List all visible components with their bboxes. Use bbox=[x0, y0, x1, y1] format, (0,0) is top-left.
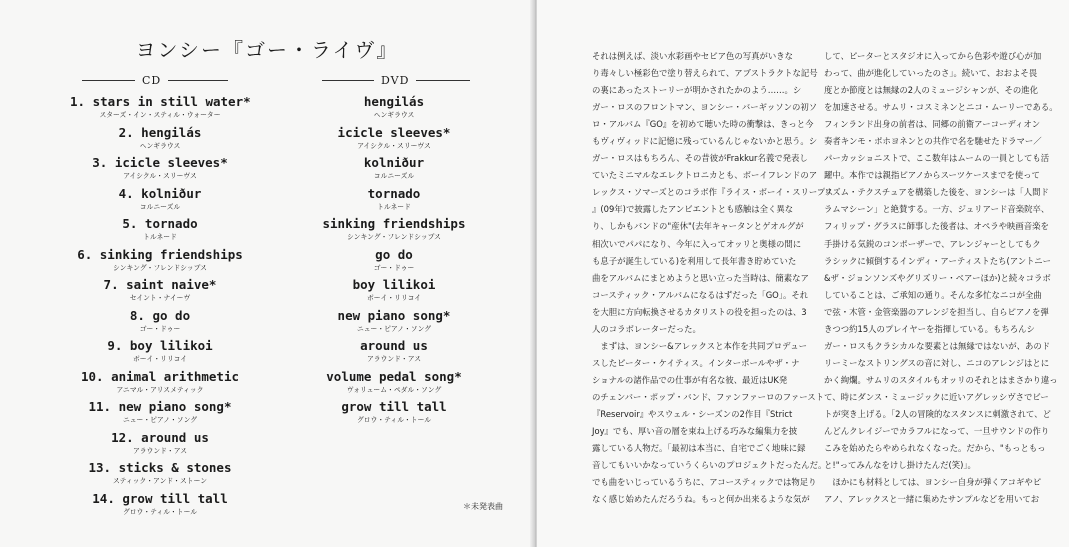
text-line: ラムマシーン」と絶賛する。一方、ジュリアード音楽院卒、 bbox=[824, 204, 1050, 215]
track-kana: アラウンド・アス bbox=[366, 355, 422, 363]
text-line: を大胆に方向転換させるカタリストの役を担ったのは、3 bbox=[592, 306, 807, 317]
text-line: ショナルの諸作品での仕事が有名な彼、最近はUK発 bbox=[592, 374, 788, 385]
track-kana: コルニーズル bbox=[139, 202, 181, 211]
track-title: 2. hengilás bbox=[118, 124, 202, 140]
dvd-tracklist bbox=[304, 94, 484, 430]
cd-track bbox=[70, 277, 250, 308]
text-line: それは例えば、淡い水彩画やセピア色の写真がいきな bbox=[592, 51, 793, 61]
unreleased-note: ＊未発表曲 bbox=[463, 502, 503, 511]
track-kana: スターズ・イン・スティル・ウォーター bbox=[99, 111, 221, 119]
dvd-track bbox=[304, 125, 484, 156]
text-line: もヴィヴィッドに記憶に残っているんじゃないかと思う。シ bbox=[592, 136, 818, 147]
track-kana: トルネード bbox=[143, 233, 177, 241]
track-title: 5. tornado bbox=[122, 216, 198, 231]
text-line: レックス・ソマーズとのコラボ作『ライス・ボーイ・スリープス bbox=[592, 187, 834, 198]
track-kana: ゴー・ドゥー bbox=[373, 263, 415, 272]
track-title: sinking friendships bbox=[322, 216, 466, 231]
cd-track bbox=[70, 369, 250, 400]
dvd-track bbox=[304, 94, 484, 125]
text-line: Joy』でも、厚い音の層を束ね上げる巧みな編集力を披 bbox=[592, 426, 798, 437]
text-line: 人のコラボレーターだった。 bbox=[592, 323, 701, 334]
cd-track bbox=[70, 125, 250, 156]
text-line: スしたピーター・ケイティス。インターポールやザ・ナ bbox=[592, 357, 800, 368]
track-title: 7. saint naive* bbox=[103, 277, 217, 292]
text-line: ロ・アルバム『GO』を初めて聴いた時の衝撃は、きっと今 bbox=[592, 119, 814, 130]
track-kana: ゴー・ドゥー bbox=[139, 324, 181, 333]
dvd-label: DVD bbox=[381, 74, 410, 87]
cd-track bbox=[70, 460, 250, 491]
cd-rule-left bbox=[82, 80, 135, 81]
track-title: hengilás bbox=[363, 94, 425, 109]
dvd-track bbox=[304, 308, 484, 339]
text-line: ガー・ロスのフロントマン、ヨンシー・バーギッソンの初ソ bbox=[592, 102, 818, 113]
text-line: 手掛ける気鋭のコンポーザーで、アレンジャーとしてもク bbox=[824, 238, 1041, 249]
track-title: 9. boy lilikoi bbox=[107, 338, 213, 353]
text-line: コースティック・アルバムになるはずだった「GO」。それ bbox=[592, 289, 809, 300]
dvd-track bbox=[304, 399, 484, 430]
cd-track bbox=[70, 491, 250, 522]
track-title: 6. sinking friendships bbox=[77, 246, 243, 262]
track-title: boy lilikoi bbox=[352, 277, 436, 292]
text-line: リズム・テクスチュアを構築した後を、ヨンシーは「人間ド bbox=[824, 187, 1049, 198]
cd-track bbox=[70, 94, 250, 125]
dvd-track bbox=[304, 277, 484, 308]
cd-track bbox=[70, 399, 250, 430]
text-line: ガー・ロスもクラシカルな要素とは無縁ではないが、あのド bbox=[824, 340, 1051, 351]
cd-track bbox=[70, 338, 250, 369]
text-line: て、時にダンス・ミュージックに近いアグレッシヴさでビー bbox=[824, 391, 1049, 402]
track-title: 1. stars in still water* bbox=[70, 94, 251, 109]
track-title: icicle sleeves* bbox=[337, 124, 451, 140]
track-kana: アラウンド・アス bbox=[132, 446, 188, 455]
text-line: まずは、ヨンシー&アレックスと本作を共同プロデュー bbox=[592, 340, 807, 351]
text-line: を加速させる。サムリ・コスミネンとニコ・ムーリーである。 bbox=[824, 102, 1058, 113]
cd-track bbox=[70, 186, 250, 217]
cd-label: CD bbox=[142, 74, 162, 87]
track-kana: ニュー・ピアノ・ソング bbox=[356, 324, 432, 333]
track-kana: ボーイ・リリコイ bbox=[366, 294, 422, 302]
dvd-rule-right bbox=[416, 80, 470, 81]
text-line: かく絢爛。サムリのスタイルもオッリのそれとはまさかり違っ bbox=[824, 374, 1058, 385]
dvd-track bbox=[304, 338, 484, 369]
dvd-header bbox=[322, 74, 472, 87]
cd-track bbox=[70, 216, 250, 247]
dvd-track bbox=[304, 186, 484, 217]
track-kana: ヘンギラウス bbox=[373, 111, 415, 119]
track-kana: アイシクル・スリーヴス bbox=[357, 141, 431, 150]
text-line: ほかにも材料としては、ヨンシー自身が弾くアコギやピ bbox=[824, 477, 1042, 488]
dvd-track bbox=[304, 247, 484, 278]
track-kana: シンキング・フレンドシップス bbox=[113, 263, 207, 272]
text-line: 相次いでパパになり、今年に入ってオッリと奥様の間に bbox=[592, 238, 802, 249]
cd-track bbox=[70, 247, 250, 278]
track-kana: シンキング・フレンドシップス bbox=[347, 233, 441, 241]
track-kana: ニュー・ピアノ・ソング bbox=[122, 416, 198, 424]
text-line: きつつ約15人のプレイヤーを指揮している。もちろんシ bbox=[824, 323, 1035, 334]
track-title: 8. go do bbox=[129, 307, 191, 323]
track-title: volume pedal song* bbox=[326, 368, 462, 384]
text-line: ラシックに傾倒するインディ・アーティストたち(アントニー bbox=[824, 255, 1051, 266]
track-title: 10. animal arithmetic bbox=[80, 368, 240, 384]
text-line: わって、曲が進化していったのさ」。続いて、おおよそ畏 bbox=[824, 68, 1038, 79]
text-line: 』(09年)で披露したアンビエントとも感触は全く異な bbox=[592, 204, 794, 215]
track-title: 14. grow till tall bbox=[92, 490, 228, 506]
text-line: アノ、アレックスと一緒に集めたサンプルなどを用いてお bbox=[824, 494, 1040, 505]
track-title: grow till tall bbox=[341, 399, 447, 414]
text-line: リーミーなストリングスの音に対し、ニコのアレンジはとに bbox=[824, 357, 1050, 368]
track-kana: ヘンギラウス bbox=[139, 141, 181, 150]
cd-track bbox=[70, 155, 250, 186]
text-line: 度とか節度とは無縁の2人のミュージシャンが、その進化 bbox=[824, 85, 1038, 96]
track-title: 12. around us bbox=[111, 429, 209, 445]
text-line: 『Reservoir』やスウェル・シーズンの2作目『Strict bbox=[592, 408, 793, 419]
track-title: new piano song* bbox=[337, 307, 451, 323]
text-line: の裏にあったストーリーが明かされたかのよう……。シ bbox=[592, 85, 802, 96]
cd-track bbox=[70, 308, 250, 339]
track-title: around us bbox=[360, 338, 428, 353]
track-kana: ヴォリューム・ペダル・ソング bbox=[346, 385, 442, 394]
dvd-track bbox=[304, 155, 484, 186]
track-title: 3. icicle sleeves* bbox=[92, 155, 228, 170]
text-line: 奏者キンモ・ポホヨネンとの共作で名を馳せたドラマー／ bbox=[824, 136, 1042, 147]
text-line: &ザ・ジョンソンズやグリズリー・ベアーほか)と続々コラボ bbox=[824, 272, 1051, 283]
text-line: トが突き上げる。「2人の冒険的なスタンスに刺激されて、ど bbox=[824, 408, 1051, 419]
text-line: ていたミニマルなエレクトロニカとも、ボーイフレンドのア bbox=[592, 170, 818, 181]
track-kana: グロウ・ティル・トール bbox=[356, 416, 432, 424]
track-title: tornado bbox=[367, 185, 421, 201]
text-line: 音してもいいかなっていうくらいのプロジェクトだったんだ。 bbox=[592, 460, 827, 471]
dvd-track bbox=[304, 216, 484, 247]
liner-notes-column-1 bbox=[592, 48, 833, 508]
track-kana: コルニーズル bbox=[373, 172, 415, 180]
text-line: 曲をアルバムにまとめようと思い立った当時は、簡素なア bbox=[592, 272, 809, 283]
text-line: ガー・ロスはもちろん、その昔彼がFrakkur名義で発表し bbox=[592, 153, 808, 164]
text-line: なく感じ始めたんだろうね。もっと何か出来るような気が bbox=[592, 494, 810, 505]
text-line: でも曲をいじっているうちに、アコースティックでは物足り bbox=[592, 477, 817, 488]
text-line: こみを始めたらやめられなくなった。だから、"もっともっ bbox=[824, 443, 1046, 454]
track-kana: ボーイ・リリコイ bbox=[132, 355, 188, 363]
text-line: して、ピーターとスタジオに入ってから色彩や遊び心が加 bbox=[824, 51, 1042, 61]
text-line: のチェンバー・ポップ・バンド、ファンファーロのファースト bbox=[592, 391, 824, 402]
cd-tracklist bbox=[70, 94, 250, 521]
track-title: go do bbox=[375, 246, 413, 262]
text-line: り毒々しい極彩色で塗り替えられて、アブストラクトな記号 bbox=[592, 68, 818, 79]
album-title: ヨンシー『ゴー・ライヴ』 bbox=[135, 38, 399, 62]
tracklist-page bbox=[0, 0, 534, 547]
text-line: 躍中。本作では親指ピアノからスーツケースまでを使って bbox=[824, 170, 1040, 181]
track-kana: セイント・ナイーヴ bbox=[129, 294, 191, 302]
cd-header bbox=[82, 74, 232, 87]
track-kana: グロウ・ティル・トール bbox=[122, 507, 198, 516]
track-kana: トルネード bbox=[377, 202, 411, 211]
dvd-track bbox=[304, 369, 484, 400]
track-title: 4. kolniður bbox=[118, 185, 202, 201]
track-kana: スティック・アンド・ストーン bbox=[112, 477, 208, 485]
dvd-rule-left bbox=[322, 80, 374, 81]
text-line: り、しかもバンドの"産休"(去年キャータンとゲオルグが bbox=[592, 221, 804, 232]
cd-rule-right bbox=[168, 80, 228, 81]
track-kana: アイシクル・スリーヴス bbox=[123, 172, 197, 180]
text-line: で弦・木管・金管楽器のアレンジを担当し、自らピアノを弾 bbox=[824, 306, 1049, 317]
cd-track bbox=[70, 430, 250, 461]
text-line: していることは、ご承知の通り。そんな多忙なニコが全曲 bbox=[824, 289, 1042, 300]
text-line: んどんクレイジーでカラフルになって、一旦サウンドの作り bbox=[824, 426, 1050, 437]
text-line: パーカッショニストで、ここ数年はムームの一員としても活 bbox=[824, 153, 1050, 164]
track-title: 11. new piano song* bbox=[88, 399, 232, 414]
text-line: も息子が誕生している)を利用して長年書き貯めていた bbox=[592, 255, 797, 266]
track-title: kolniður bbox=[363, 155, 425, 170]
text-line: と!"ってみんなをけし掛けたんだ(笑)」。 bbox=[824, 460, 976, 471]
text-line: フィンランド出身の前者は、同郷の前衛アーコーディオン bbox=[824, 119, 1041, 130]
track-kana: アニマル・アリスメティック bbox=[116, 385, 204, 394]
liner-notes-column-2 bbox=[824, 48, 1058, 508]
track-title: 13. sticks & stones bbox=[88, 460, 232, 475]
text-line: 露している人物だ。「最初は本当に、自宅でごく地味に録 bbox=[592, 443, 806, 454]
text-line: フィリップ・グラスに師事した後者は、オペラや映画音楽を bbox=[824, 221, 1049, 232]
